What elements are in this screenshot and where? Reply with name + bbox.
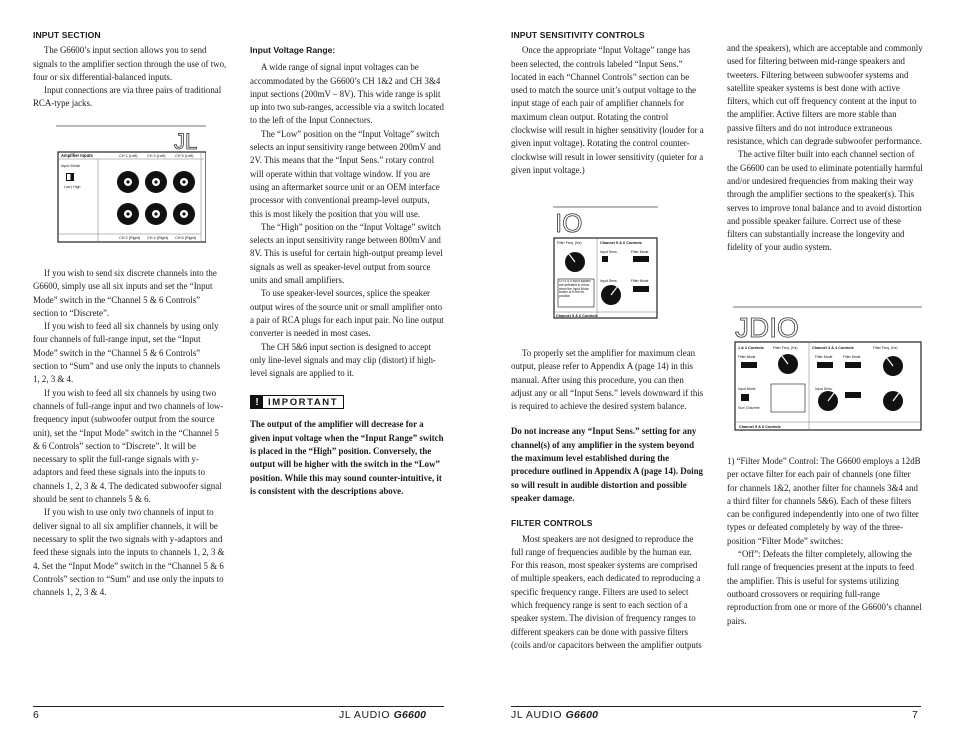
paragraph: 1) “Filter Mode” Control: The G6600 employs a 12dB per octave filter for each pair of channels (one filter for channels 1&2, another filter for channels 3&4 and a third filter for channels 5&6). Each of these filters can be configured independently into one of two filter types or defeated completely by way of the three-position “Filter Mode” switches: — [727, 456, 921, 546]
mono-note: CH 5 & 6 input signals are defeated in mono when the Input Mode switch is in the on position — [559, 280, 591, 299]
ch56-controls-label: Channel 5 & 6 Controls — [600, 241, 642, 245]
paragraph: Input connections are via three pairs of traditional RCA-type jacks. — [33, 85, 222, 109]
right-column-2-continued — [727, 455, 923, 628]
paragraph: If you wish to use only two channels of input to deliver signal to all six amplifier channels, it will be necessary to split the two signals with y-adaptors and feed these signals into the inputs to channels 1, 2, 3 & 4. Set the “Input Mode” switch in the “Channel 5 & 6 Controls” section to “Sum” and use only the inputs to channels 1, 2, 3 & 4. — [33, 507, 225, 598]
ch56-bottom-label: Channel 5 & 6 Controls — [556, 314, 598, 318]
channel-5-6-panel — [553, 202, 658, 322]
paragraph: The G6600’s input section allows you to send signals to the amplifier section through the use of two, four or six differential-balanced inputs. — [33, 45, 227, 82]
channel-5-6-controls-figure — [553, 202, 658, 322]
input-sens-a-label: Input Sens. — [815, 387, 833, 391]
right-column-1 — [511, 29, 705, 177]
warning-text: Do not increase any “Input Sens.” setting for any channel(s) of any amplifier in the system beyond the maximum level established during the procedure outlined in Appendix A (page 14). Doing so will result in audible distortion and possible speaker damage. — [511, 426, 703, 503]
left-column-1-continued — [33, 267, 227, 599]
model-name: G6600 — [393, 709, 427, 721]
paragraph: “Off”: Defeats the filter completely, allowing the full range of frequencies present at the inputs to feed the amplifier. This is useful for systems utilizing outboard crossovers or requiring full-range reproduction from one or more of the G6600’s channel pairs. — [727, 549, 922, 626]
paragraph: The “High” position on the “Input Voltage” switch selects an input sensitivity range between 800mV and 8V. This is useful for certain high-output preamp level signals as well as speaker-level output from source units and small amplifiers. — [250, 221, 443, 286]
ch1-label: CH 1 (Left) — [119, 154, 138, 158]
paragraph: Once the appropriate “Input Voltage” range has been selected, the controls labeled “Input Sens.” located in each “Channel Controls” section can be used to match the source unit’s output voltage to the input stage of each pair of amplifier channels for maximum clean output. Rotating the control clockwise will result in higher sensitivity (louder for a given input voltage). Rotating the control counter-clockwise will result in lower sensitivity (quieter for a given input voltage.) — [511, 45, 704, 175]
paragraph: The CH 5&6 input section is designed to accept only line-level signals and may clip (distort) if high-level signals are applied to it. — [250, 341, 436, 379]
filter-mode-label-2: Filter Mode — [631, 279, 649, 283]
left-column-1 — [33, 29, 227, 111]
paragraph: If you wish to feed all six channels by using two channels of full-range input and two channels of low-frequency input (subwoofer output from the source unit), set the “Input Mode” switch in the “Channel 5 & 6 Controls” section to “Discrete”. It will be necessary to split the full-range signals with y-adaptors and feed these signals into the inputs to channels 1, 2, 3 & 4. The dedicated subwoofer signal should be sent to channels 5 & 6. — [33, 387, 224, 505]
low-high-label: Low | High — [64, 185, 81, 189]
rca-jacks — [117, 171, 195, 225]
io-logo: IO — [555, 208, 583, 238]
filter-freq-label: Filter Freq. (Hz) — [557, 241, 582, 245]
left-footer-rule — [33, 706, 444, 707]
left-footer-brand — [339, 709, 426, 721]
paragraph: If you wish to feed all six channels by using only four channels of full-range input, set the “Input Mode” switch in the “Channel 5 & 6 Controls” section to “Sum” and use only the inputs to channels 1, 2, 3 & 4. — [33, 321, 221, 385]
jl-logo: JL — [174, 129, 198, 154]
paragraph: The “Low” position on the “Input Voltage” switch selects an input sensitivity range between 200mV and 2V. This means that the “Input Sens.” rotary control will operate within that voltage window. If you are using an aftermarket source unit or an OEM interface processor with conventional preamp-level outputs, this is most likely the position that you will use. — [250, 128, 441, 219]
right-footer-brand — [511, 709, 598, 721]
filter-freq-a-label: Filter Freq. (Hz) — [773, 346, 798, 350]
jdio-logo: JDIO — [735, 312, 799, 343]
ch12-label: 1 & 2 Controls — [738, 346, 764, 350]
ch2-label: CH 2 (Right) — [119, 236, 141, 240]
channel-controls-figure — [733, 302, 922, 434]
input-voltage-range-heading: Input Voltage Range: — [250, 45, 336, 55]
paragraph: To properly set the amplifier for maximum clean output, please refer to Appendix A (page 14) in this manual. After using this procedure, you can then adjust any or all “Input Sens.” levels downward if this is required to achieve the desired system balance. — [511, 348, 704, 412]
warning-icon: ! — [251, 396, 263, 408]
sum-discrete-label: Sum | Discrete — [738, 406, 760, 410]
filter-mode-b-label: Filter Mode — [815, 355, 833, 359]
left-page-number: 6 — [33, 709, 39, 721]
amp-inputs-label: Amplifier Inputs — [61, 153, 93, 158]
filter-mode-a-label: Filter Mode — [738, 355, 756, 359]
input-sens-label-2: Input Sens. — [600, 279, 618, 283]
channel-controls-panel — [733, 302, 922, 434]
right-page-number: 7 — [912, 709, 918, 721]
ch56-bottom-label-2: Channel 5 & 6 Controls — [739, 425, 781, 429]
filter-mode-label: Filter Mode — [631, 250, 649, 254]
right-column-2 — [727, 42, 923, 255]
input-sensitivity-heading: INPUT SENSITIVITY CONTROLS — [511, 30, 645, 40]
input-section-heading: INPUT SECTION — [33, 30, 101, 40]
input-sens-label: Input Sens. — [600, 250, 618, 254]
filter-mode-c-label: Filter Mode — [843, 355, 861, 359]
ch3-label: CH 3 (Left) — [147, 154, 166, 158]
model-name: G6600 — [565, 709, 599, 721]
paragraph: A wide range of signal input voltages can be accommodated by the G6600’s CH 1&2 and CH 3&4 input sections (200mV – 8V). This wide range is split up into two sub-ranges, accessible via a switch located to the left of the Input Connectors. — [250, 62, 444, 126]
paragraph: and the speakers), which are acceptable and commonly used for filtering between mid-range speakers and tweeters. Filtering between subwoofer systems and satellite speaker systems is best done with active filters, which cut off frequency content at the input to the amplifier. Active filters are more stable than passive filters and do not introduce extraneous resistance, which can degrade subwoofer performance. — [727, 43, 923, 147]
filter-controls-heading: FILTER CONTROLS — [511, 518, 593, 529]
ch5-label: CH 5 (Left) — [175, 154, 194, 158]
filter-freq-b-label: Filter Freq. (Hz) — [873, 346, 898, 350]
paragraph: To use speaker-level sources, splice the speaker output wires of the source unit or small amplifier onto a pair of RCA plugs for each input pair. No line output converter is needed in most cases. — [250, 288, 444, 339]
amplifier-inputs-panel — [56, 122, 206, 244]
brand-name: JL AUDIO — [339, 709, 391, 721]
important-badge — [250, 395, 344, 409]
ch4-label: CH 4 (Right) — [147, 236, 169, 240]
ch34-label: Channel 3 & 4 Controls — [812, 346, 854, 350]
important-text: The output of the amplifier will decrease for a given input voltage when the “Input Range” switch is placed in the “High” position. Conversely, the output will be higher with the switch in the “Low” position. While this may sound counter-intuitive, it is consistent with the descriptions above. — [250, 419, 444, 496]
paragraph: Most speakers are not designed to reproduce the full range of frequencies audible by the human ear. For this reason, most speaker systems are comprised of multiple speakers, each dedicated to reproducing a specific frequency range. Filters are used to select which frequency range is sent to each section of a speaker system. The division of frequency ranges to different speakers can be done with passive filters (coils and/or capacitors between the amplifier outputs — [511, 533, 702, 650]
input-mode-label: Input Mode — [738, 387, 756, 391]
input-mode-label: Input Mode — [61, 164, 80, 168]
right-footer-rule — [511, 706, 921, 707]
paragraph: If you wish to send six discrete channels into the G6600, simply use all six inputs and set the “Input Mode” switch in the “Channel 5 & 6 Controls” section to “Discrete”. — [33, 268, 217, 318]
important-label: IMPORTANT — [268, 396, 339, 408]
right-column-1-continued — [511, 347, 705, 652]
ch6-label: CH 6 (Right) — [175, 236, 197, 240]
amplifier-inputs-figure — [56, 122, 206, 244]
paragraph: The active filter built into each channel section of the G6600 can be used to eliminate potentially harmful and/or undesired frequencies from making their way through the amplifier sections to the speaker(s). This serves to improve tonal balance and to avoid distortion and possible speaker failure. Correct use of these filters can substantially increase the longevity and fidelity of your audio system. — [727, 149, 923, 253]
brand-name: JL AUDIO — [511, 709, 563, 721]
left-column-2 — [250, 44, 444, 498]
